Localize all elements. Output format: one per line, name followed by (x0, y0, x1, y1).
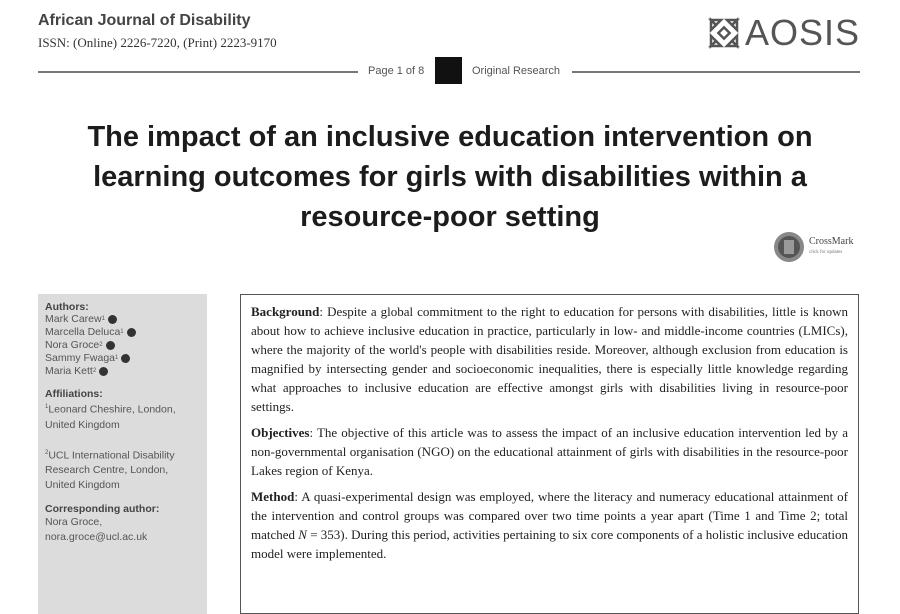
section-type: Original Research (472, 65, 561, 77)
issn: ISSN: (Online) 2226-7220, (Print) 2223-9170 (38, 35, 277, 50)
author-item (45, 365, 200, 378)
corresponding-heading: Corresponding author: (45, 503, 160, 515)
method-text-2: = 353). During this period, activities pertaining to six core components of a holistic inclusive education model were implemented. (251, 527, 848, 561)
author-name[interactable]: Nora Groce (45, 339, 100, 351)
author-affiliation-number: 1 (120, 329, 124, 335)
affiliations-heading: Affiliations: (45, 388, 103, 400)
affiliation-1: $^1$Leonard Cheshire, London, United Kingdom (45, 403, 176, 431)
publisher-logo-block[interactable] (707, 12, 860, 54)
crossmark-sub: click for updates (809, 250, 843, 255)
orcid-icon[interactable] (99, 367, 108, 376)
method-label: Method (251, 489, 295, 504)
corresponding-block (45, 503, 200, 545)
author-item (45, 339, 200, 352)
author-item (45, 326, 200, 339)
abstract-method: Method: A quasi-experimental design was employed, where the literacy and numeracy educational attainment of the intervention and control groups was compared over two time points a year apart (Time 1 and Time 2; total matched N = 353). During this period, activities pertaining to six core components of a holistic inclusive education model were implemented. (251, 489, 848, 561)
orcid-icon[interactable] (106, 341, 115, 350)
author-affiliation-number: 1 (115, 355, 119, 361)
author-name[interactable]: Maria Kett (45, 365, 93, 377)
section-tab-marker (435, 57, 462, 84)
abstract-background: Background: Despite a global commitment to the right to education for persons with disabilities, little is known about how to achieve inclusive education in practice, particularly in low- and middle-income countries (LMICs), where the majority of the world's people with disabilities reside. Moreover, although exclusion from education is magnified by intersecting gender and socioeconomic inequalities, there is especially little knowledge regarding what approaches to inclusive education are effective amongst girls with disabilities living in resource-poor settings. (251, 304, 848, 414)
background-text: Despite a global commitment to the right to education for persons with disabilities, little is known about how to achieve inclusive education in practice, particularly in low- and middle-income countries (LMICs), where the majority of the world's people with disabilities reside. Moreover, although exclusion from education is magnified by intersecting gender and socioeconomic inequalities, there is especially little knowledge regarding what approaches to inclusive education are effective amongst girls with disabilities living in resource-poor settings. (251, 304, 848, 414)
authors-heading: Authors: (45, 301, 89, 313)
abstract-objectives: Objectives: The objective of this article was to assess the impact of an inclusive education intervention led by a non-governmental organisation (NGO) on the educational attainment of girls with disabilities in the resource-poor Lakes region of Kenya. (251, 425, 848, 478)
aosis-logo-icon (707, 16, 741, 50)
orcid-icon[interactable] (121, 354, 130, 363)
author-name[interactable]: Sammy Fwaga (45, 352, 116, 364)
abstract-box (240, 294, 859, 614)
author-name[interactable]: Mark Carew (45, 313, 102, 325)
author-affiliation-number: 1 (101, 316, 105, 322)
corresponding-email[interactable]: nora.groce@ucl.ac.uk (45, 531, 148, 543)
author-affiliation-number: 2 (99, 342, 103, 348)
authors-block (45, 301, 200, 378)
crossmark-icon (773, 231, 805, 263)
crossmark-badge[interactable] (773, 231, 853, 263)
journal-name[interactable]: African Journal of Disability (38, 12, 251, 29)
author-item (45, 313, 200, 326)
crossmark-label: CrossMark click for updates (809, 236, 853, 258)
orcid-icon[interactable] (108, 315, 117, 324)
method-text-1: A quasi-experimental design was employed, where the literacy and numeracy educational attainment of the intervention and control groups was compared over two time points a year apart (Time 1 and Time 2; total matched (251, 489, 848, 542)
author-item (45, 352, 200, 365)
article-info-sidebar (38, 294, 207, 614)
header-rule-right (572, 71, 860, 73)
objectives-label: Objectives (251, 425, 310, 440)
affiliation-2: $^2$UCL International Disability Research Centre, London, United Kingdom (45, 449, 175, 491)
publisher-name: AOSIS (744, 12, 860, 53)
journal-header (38, 12, 277, 51)
method-n: N (298, 527, 307, 542)
header-rule-left (38, 71, 358, 73)
orcid-icon[interactable] (127, 328, 136, 337)
author-name[interactable]: Marcella Deluca (45, 326, 121, 338)
author-affiliation-number: 2 (92, 368, 97, 374)
authors-list (45, 313, 200, 378)
corresponding-name: Nora Groce, (45, 516, 103, 528)
page-info: Page 1 of 8 (368, 65, 425, 77)
background-label: Background (251, 304, 320, 319)
objectives-text: The objective of this article was to assess the impact of an inclusive education intervention led by a non-governmental organisation (NGO) on the educational attainment of girls with disabilities in the resource-poor Lakes region of Kenya. (251, 425, 848, 478)
article-title: The impact of an inclusive education intervention on learning outcomes for girls with disabilities within a resource-poor setting (87, 121, 813, 233)
affiliations-block (45, 388, 200, 493)
